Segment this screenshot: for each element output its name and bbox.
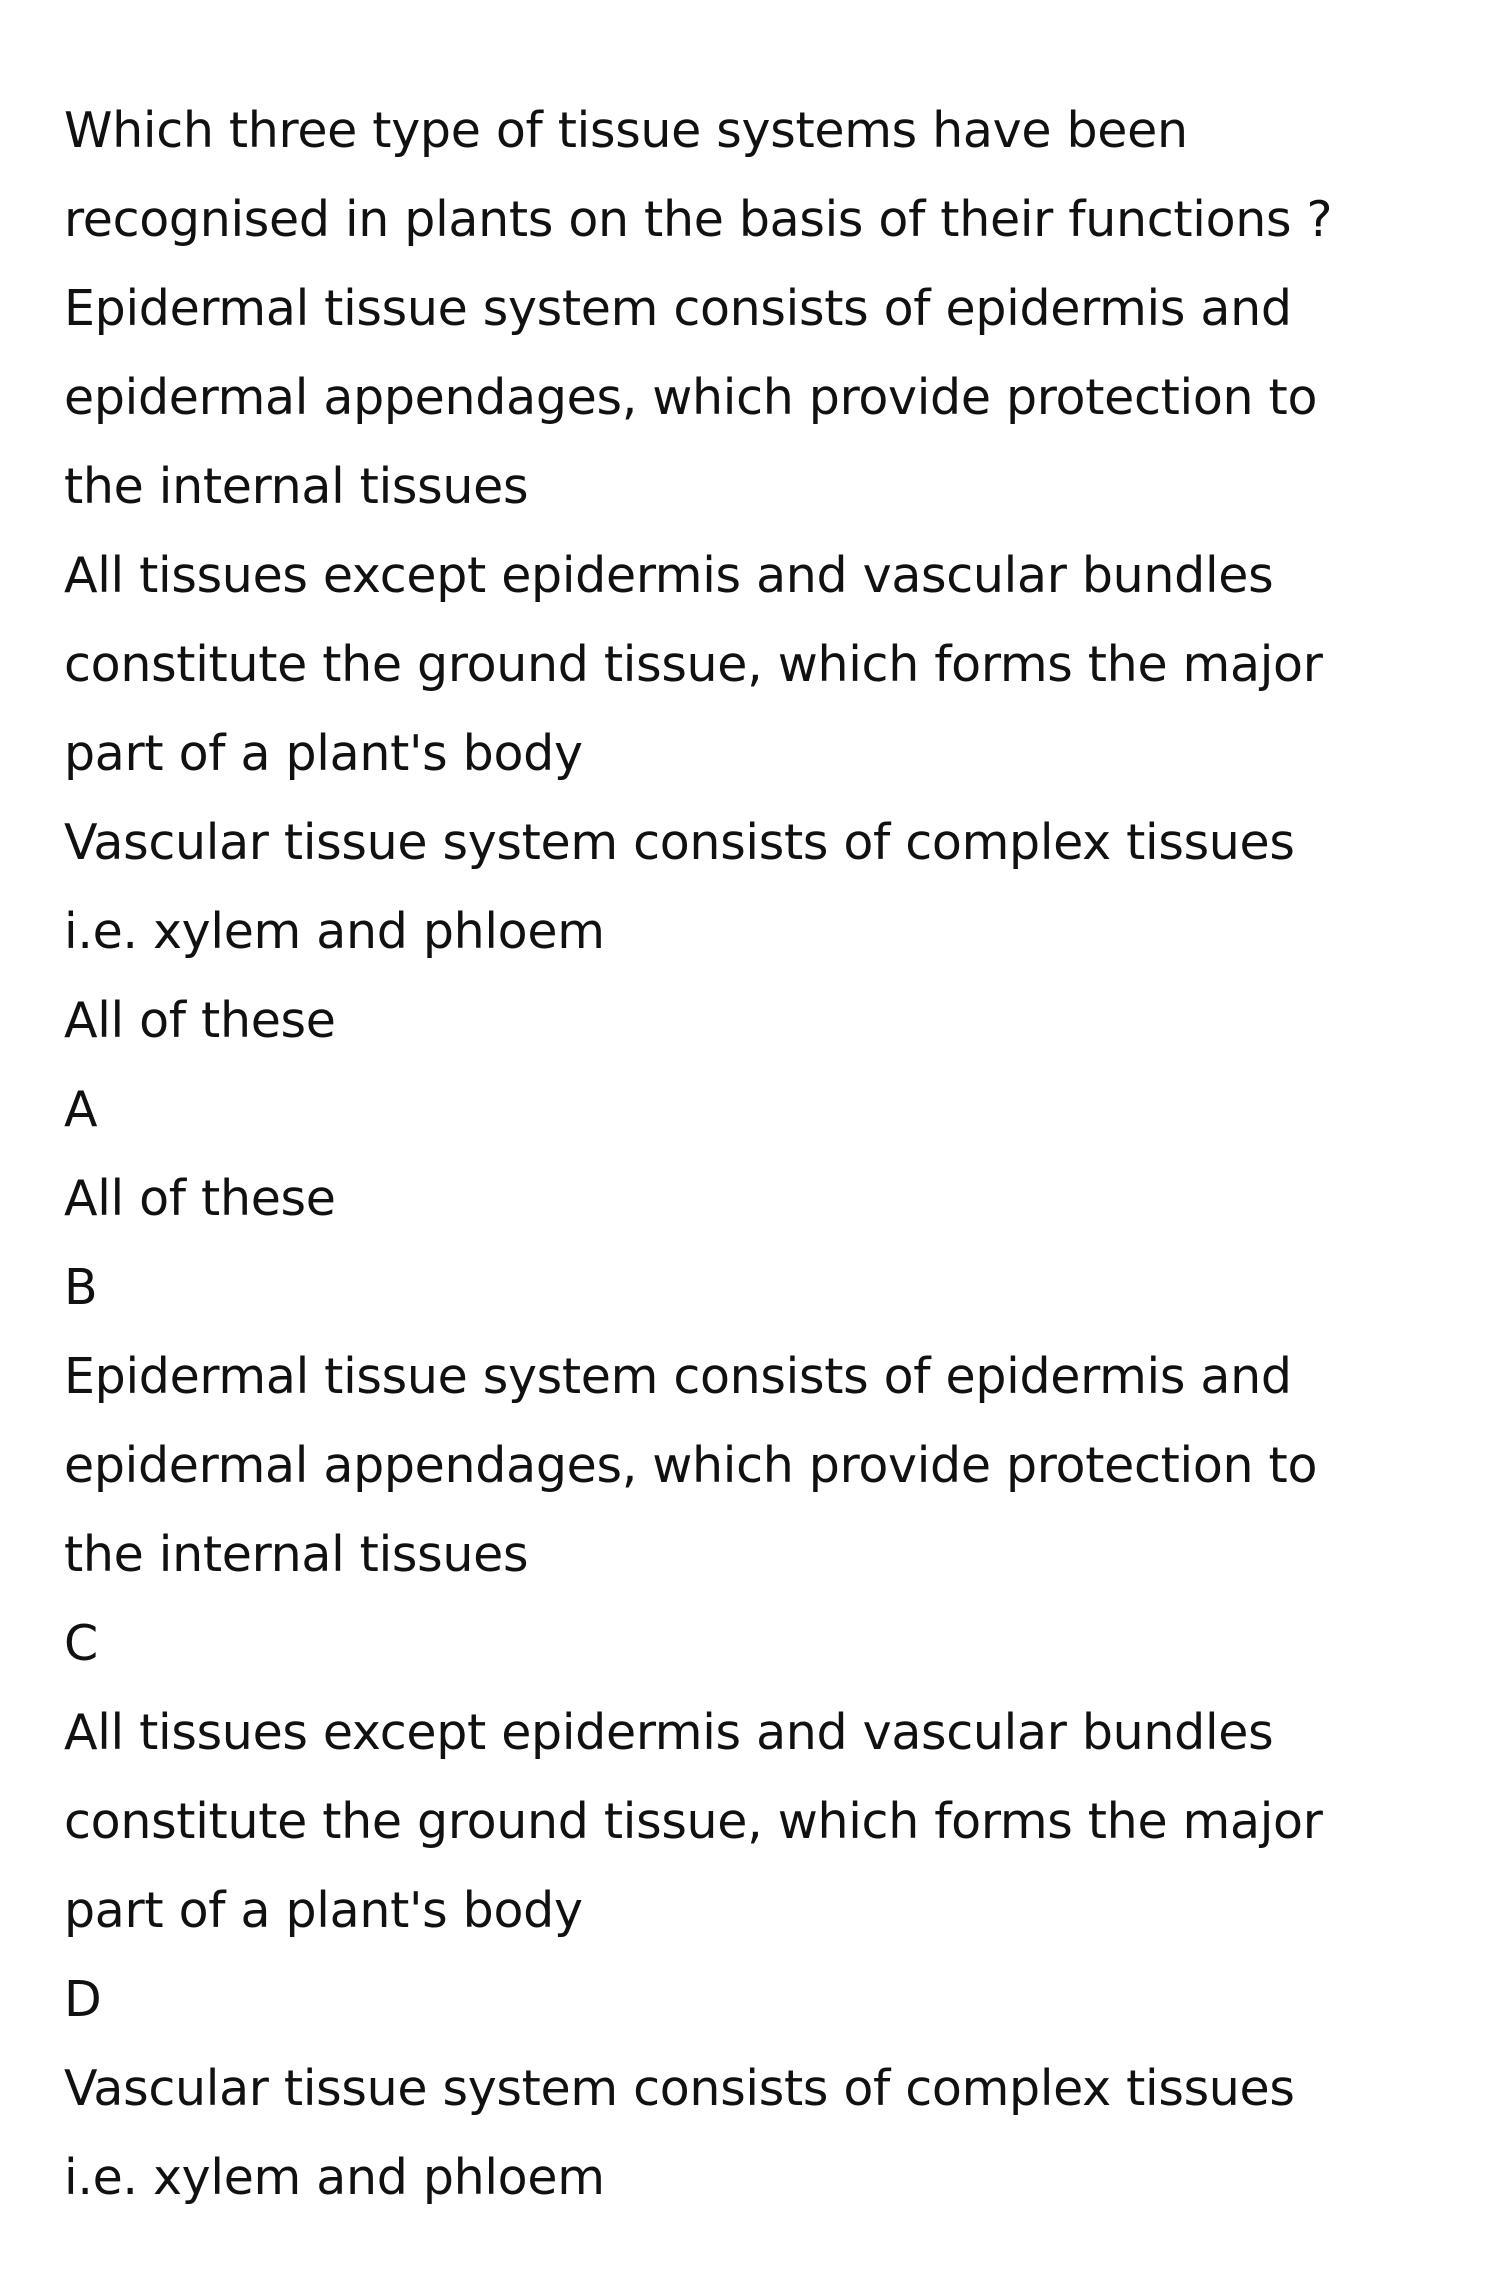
option-text-line: constitute the ground tissue, which forms the major <box>64 1793 1323 1850</box>
question-line: All of these <box>64 992 336 1049</box>
question-line: constitute the ground tissue, which forms the major <box>64 636 1323 693</box>
option-d[interactable] <box>64 1955 1464 2222</box>
option-letter: B <box>64 1259 98 1316</box>
option-text-line: the internal tissues <box>64 1526 529 1583</box>
question-line: epidermal appendages, which provide protection to <box>64 369 1318 426</box>
option-text-line: epidermal appendages, which provide protection to <box>64 1437 1318 1494</box>
question-line: recognised in plants on the basis of their functions ? <box>64 191 1333 248</box>
option-text-line: All of these <box>64 1170 336 1227</box>
option-text-line: i.e. xylem and phloem <box>64 2149 605 2206</box>
option-letter: D <box>64 1971 102 2028</box>
question-line: Vascular tissue system consists of complex tissues <box>64 814 1295 871</box>
option-text-line: All tissues except epidermis and vascular bundles <box>64 1704 1274 1761</box>
option-letter: C <box>64 1615 98 1672</box>
option-text-line: Vascular tissue system consists of complex tissues <box>64 2060 1295 2117</box>
question-line: Epidermal tissue system consists of epidermis and <box>64 280 1292 337</box>
question-line: All tissues except epidermis and vascular bundles <box>64 547 1274 604</box>
option-a[interactable] <box>64 1065 1464 1243</box>
question-line: Which three type of tissue systems have been <box>64 102 1188 159</box>
option-letter: A <box>64 1081 98 1138</box>
question-line: part of a plant's body <box>64 725 583 782</box>
question-text <box>64 86 1464 1065</box>
option-text-line: Epidermal tissue system consists of epidermis and <box>64 1348 1292 1405</box>
question-line: the internal tissues <box>64 458 529 515</box>
question-line: i.e. xylem and phloem <box>64 903 605 960</box>
option-c[interactable] <box>64 1599 1464 1955</box>
option-b[interactable] <box>64 1243 1464 1599</box>
option-text-line: part of a plant's body <box>64 1882 583 1939</box>
document-body <box>64 86 1464 2222</box>
